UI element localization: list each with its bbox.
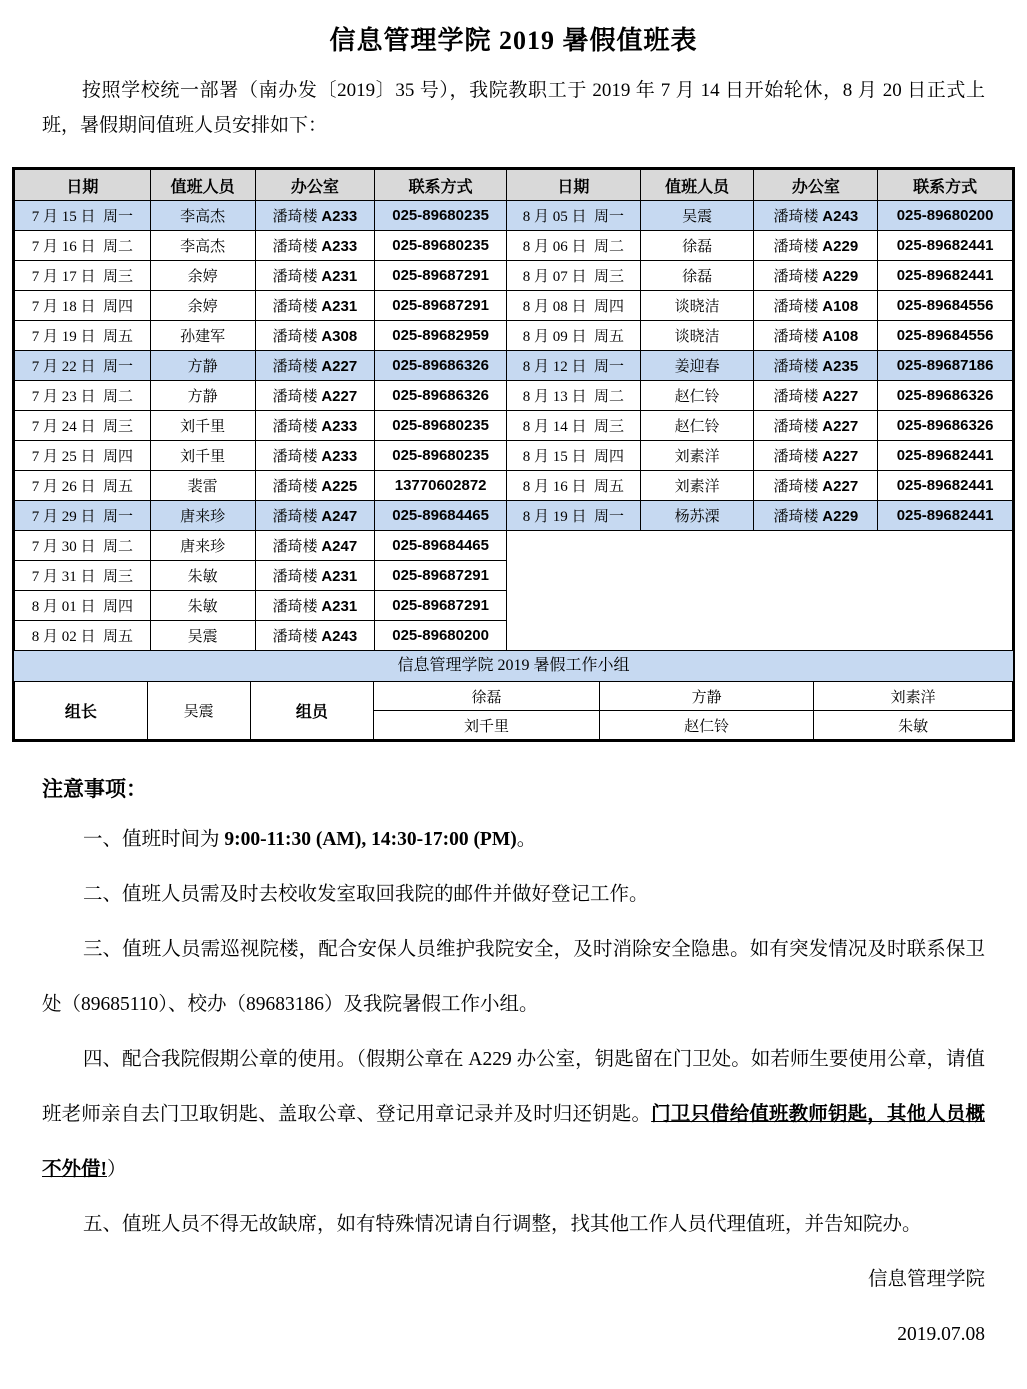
note-item: 一、值班时间为 9:00-11:30 (AM), 14:30-17:00 (PM)。 <box>82 829 537 850</box>
roster-date-cell: 7 月 25 日 周四 <box>15 441 151 471</box>
signature-org: 信息管理学院 <box>867 1269 985 1290</box>
roster-office-cell: 潘琦楼 A233 <box>255 201 375 231</box>
roster-person-cell: 刘千里 <box>150 441 255 471</box>
roster-office-cell: 潘琦楼 A243 <box>754 201 878 231</box>
workgroup-row <box>15 682 1013 711</box>
roster-date-cell: 8 月 15 日 周四 <box>506 441 640 471</box>
roster-office-cell: 潘琦楼 A247 <box>255 531 375 561</box>
roster-row <box>15 501 1013 531</box>
roster-person-cell: 朱敏 <box>150 561 255 591</box>
roster-date-cell: 7 月 23 日 周二 <box>15 381 151 411</box>
roster-phone-cell: 025-89684465 <box>375 531 507 561</box>
roster-office-cell: 潘琦楼 A227 <box>255 381 375 411</box>
roster-person-cell: 裴雷 <box>150 471 255 501</box>
roster-person-cell: 吴震 <box>150 621 255 651</box>
roster-office-cell: 潘琦楼 A231 <box>255 261 375 291</box>
room-code: A231 <box>321 598 358 615</box>
roster-person-cell: 刘素洋 <box>640 441 754 471</box>
member-name-cell: 赵仁铃 <box>599 711 814 740</box>
roster-person-cell: 唐来珍 <box>150 531 255 561</box>
roster-phone-cell: 025-89680200 <box>878 201 1013 231</box>
room-code: A308 <box>321 328 358 345</box>
room-code: A229 <box>822 238 859 255</box>
roster-date-cell: 7 月 15 日 周一 <box>15 201 151 231</box>
roster-header-cell: 办公室 <box>255 170 375 201</box>
roster-phone-cell: 025-89682441 <box>878 261 1013 291</box>
signature-block <box>42 1252 985 1362</box>
roster-date-cell: 8 月 02 日 周五 <box>15 621 151 651</box>
room-code: A227 <box>822 448 859 465</box>
roster-office-cell: 潘琦楼 A227 <box>754 381 878 411</box>
workgroup-banner: 信息管理学院 2019 暑假工作小组 <box>14 651 1013 681</box>
room-code: A231 <box>321 268 358 285</box>
room-code: A231 <box>321 298 358 315</box>
roster-header-row <box>15 170 1013 201</box>
roster-phone-cell: 025-89680235 <box>375 231 507 261</box>
roster-row <box>15 231 1013 261</box>
roster-date-cell: 7 月 17 日 周三 <box>15 261 151 291</box>
member-name-cell: 徐磊 <box>374 682 600 711</box>
roster-date-cell: 8 月 12 日 周一 <box>506 351 640 381</box>
workgroup-body <box>15 682 1013 740</box>
room-code: A243 <box>321 628 358 645</box>
roster-header-cell: 日期 <box>15 170 151 201</box>
roster-person-cell: 余婷 <box>150 291 255 321</box>
roster-row <box>15 441 1013 471</box>
roster-phone-cell: 025-89686326 <box>375 351 507 381</box>
roster-office-cell: 潘琦楼 A308 <box>255 321 375 351</box>
roster-office-cell: 潘琦楼 A231 <box>255 591 375 621</box>
roster-phone-cell: 025-89687186 <box>878 351 1013 381</box>
duty-roster-block <box>12 167 1015 742</box>
roster-person-cell: 杨苏溧 <box>640 501 754 531</box>
note-item: 二、值班人员需及时去校收发室取回我院的邮件并做好登记工作。 <box>82 884 649 905</box>
roster-person-cell: 刘素洋 <box>640 471 754 501</box>
room-code: A243 <box>822 208 859 225</box>
roster-date-cell: 8 月 07 日 周三 <box>506 261 640 291</box>
roster-date-cell: 7 月 18 日 周四 <box>15 291 151 321</box>
room-code: A108 <box>822 298 859 315</box>
roster-phone-cell: 025-89687291 <box>375 561 507 591</box>
room-code: A227 <box>321 388 358 405</box>
roster-phone-cell: 025-89686326 <box>878 411 1013 441</box>
roster-person-cell: 朱敏 <box>150 591 255 621</box>
note-item: 五、值班人员不得无故缺席，如有特殊情况请自行调整，找其他工作人员代理值班，并告知院办。 <box>82 1214 922 1235</box>
roster-person-cell: 余婷 <box>150 261 255 291</box>
room-code: A225 <box>321 478 358 495</box>
room-code: A229 <box>822 508 859 525</box>
roster-phone-cell: 025-89684556 <box>878 291 1013 321</box>
roster-office-cell: 潘琦楼 A235 <box>754 351 878 381</box>
roster-phone-cell: 025-89682441 <box>878 231 1013 261</box>
roster-date-cell: 8 月 13 日 周二 <box>506 381 640 411</box>
roster-office-cell: 潘琦楼 A225 <box>255 471 375 501</box>
notes-heading: 注意事项： <box>42 777 147 801</box>
roster-person-cell: 赵仁铃 <box>640 381 754 411</box>
roster-row <box>15 531 1013 561</box>
member-name-cell: 朱敏 <box>814 711 1013 740</box>
roster-office-cell: 潘琦楼 A229 <box>754 501 878 531</box>
roster-date-cell: 8 月 05 日 周一 <box>506 201 640 231</box>
roster-phone-cell: 025-89680235 <box>375 411 507 441</box>
roster-person-cell: 李高杰 <box>150 231 255 261</box>
room-code: A233 <box>321 418 358 435</box>
room-code: A233 <box>321 208 358 225</box>
roster-body <box>15 201 1013 651</box>
roster-header-cell: 联系方式 <box>375 170 507 201</box>
room-code: A247 <box>321 538 358 555</box>
members-label-cell: 组员 <box>250 682 374 740</box>
roster-person-cell: 赵仁铃 <box>640 411 754 441</box>
roster-office-cell: 潘琦楼 A229 <box>754 231 878 261</box>
roster-person-cell: 方静 <box>150 381 255 411</box>
note-item: 三、值班人员需巡视院楼，配合安保人员维护我院安全，及时消除安全隐患。如有突发情况及时联系保卫处（89685110）、校办（89683186）及我院暑假工作小组。 <box>42 939 985 1015</box>
roster-phone-cell: 025-89684465 <box>375 501 507 531</box>
roster-person-cell: 姜迎春 <box>640 351 754 381</box>
roster-header-cell: 日期 <box>506 170 640 201</box>
leader-name-cell: 吴震 <box>147 682 250 740</box>
roster-phone-cell: 025-89686326 <box>375 381 507 411</box>
roster-office-cell: 潘琦楼 A227 <box>754 471 878 501</box>
roster-row <box>15 411 1013 441</box>
roster-row <box>15 201 1013 231</box>
roster-date-cell: 7 月 24 日 周三 <box>15 411 151 441</box>
roster-header-cell: 值班人员 <box>150 170 255 201</box>
roster-person-cell: 刘千里 <box>150 411 255 441</box>
roster-person-cell: 李高杰 <box>150 201 255 231</box>
notes-section <box>42 766 985 1252</box>
roster-phone-cell: 025-89682441 <box>878 471 1013 501</box>
member-name-cell: 刘素洋 <box>814 682 1013 711</box>
roster-date-cell: 7 月 31 日 周三 <box>15 561 151 591</box>
roster-row <box>15 261 1013 291</box>
room-code: A247 <box>321 508 358 525</box>
roster-date-cell: 8 月 19 日 周一 <box>506 501 640 531</box>
roster-phone-cell: 025-89680200 <box>375 621 507 651</box>
roster-row <box>15 471 1013 501</box>
roster-date-cell: 7 月 30 日 周二 <box>15 531 151 561</box>
roster-office-cell: 潘琦楼 A108 <box>754 291 878 321</box>
roster-phone-cell: 025-89682441 <box>878 501 1013 531</box>
roster-person-cell: 徐磊 <box>640 261 754 291</box>
roster-row <box>15 321 1013 351</box>
room-code: A231 <box>321 568 358 585</box>
roster-header-cell: 办公室 <box>754 170 878 201</box>
room-code: A235 <box>822 358 859 375</box>
roster-office-cell: 潘琦楼 A229 <box>754 261 878 291</box>
roster-date-cell: 7 月 29 日 周一 <box>15 501 151 531</box>
roster-office-cell: 潘琦楼 A233 <box>255 441 375 471</box>
roster-date-cell: 7 月 16 日 周二 <box>15 231 151 261</box>
roster-office-cell: 潘琦楼 A227 <box>754 411 878 441</box>
roster-row <box>15 351 1013 381</box>
roster-date-cell: 8 月 14 日 周三 <box>506 411 640 441</box>
roster-date-cell: 7 月 26 日 周五 <box>15 471 151 501</box>
roster-header-cell: 值班人员 <box>640 170 754 201</box>
roster-date-cell: 8 月 01 日 周四 <box>15 591 151 621</box>
roster-date-cell: 8 月 08 日 周四 <box>506 291 640 321</box>
roster-office-cell: 潘琦楼 A231 <box>255 561 375 591</box>
roster-phone-cell: 025-89680235 <box>375 441 507 471</box>
roster-phone-cell: 025-89687291 <box>375 291 507 321</box>
roster-row <box>15 291 1013 321</box>
roster-office-cell: 潘琦楼 A227 <box>754 441 878 471</box>
roster-phone-cell: 025-89684556 <box>878 321 1013 351</box>
room-code: A108 <box>822 328 859 345</box>
room-code: A229 <box>822 268 859 285</box>
roster-phone-cell: 025-89680235 <box>375 201 507 231</box>
workgroup-table <box>14 681 1013 740</box>
roster-empty-cell <box>506 531 1012 651</box>
roster-phone-cell: 025-89686326 <box>878 381 1013 411</box>
roster-office-cell: 潘琦楼 A247 <box>255 501 375 531</box>
room-code: A233 <box>321 238 358 255</box>
roster-office-cell: 潘琦楼 A233 <box>255 411 375 441</box>
room-code: A227 <box>321 358 358 375</box>
roster-office-cell: 潘琦楼 A108 <box>754 321 878 351</box>
page-title: 信息管理学院 2019 暑假值班表 <box>329 26 698 55</box>
roster-office-cell: 潘琦楼 A233 <box>255 231 375 261</box>
roster-person-cell: 谈晓洁 <box>640 291 754 321</box>
roster-person-cell: 孙建军 <box>150 321 255 351</box>
roster-office-cell: 潘琦楼 A243 <box>255 621 375 651</box>
roster-row <box>15 381 1013 411</box>
roster-office-cell: 潘琦楼 A227 <box>255 351 375 381</box>
leader-label-cell: 组长 <box>15 682 148 740</box>
roster-date-cell: 8 月 16 日 周五 <box>506 471 640 501</box>
roster-person-cell: 吴震 <box>640 201 754 231</box>
room-code: A233 <box>321 448 358 465</box>
notes-list <box>42 812 985 1252</box>
roster-date-cell: 7 月 22 日 周一 <box>15 351 151 381</box>
roster-person-cell: 方静 <box>150 351 255 381</box>
room-code: A227 <box>822 478 859 495</box>
roster-date-cell: 8 月 06 日 周二 <box>506 231 640 261</box>
room-code: A227 <box>822 418 859 435</box>
roster-person-cell: 唐来珍 <box>150 501 255 531</box>
member-name-cell: 刘千里 <box>374 711 600 740</box>
room-code: A227 <box>822 388 859 405</box>
member-name-cell: 方静 <box>599 682 814 711</box>
roster-date-cell: 8 月 09 日 周五 <box>506 321 640 351</box>
roster-phone-cell: 025-89682959 <box>375 321 507 351</box>
roster-phone-cell: 025-89682441 <box>878 441 1013 471</box>
roster-person-cell: 谈晓洁 <box>640 321 754 351</box>
roster-date-cell: 7 月 19 日 周五 <box>15 321 151 351</box>
roster-office-cell: 潘琦楼 A231 <box>255 291 375 321</box>
signature-date: 2019.07.08 <box>897 1324 985 1345</box>
note-item: 四、配合我院假期公章的使用。（假期公章在 A229 办公室，钥匙留在门卫处。如若师生要使用公章，请值班老师亲自去门卫取钥匙、盖取公章、登记用章记录并及时归还钥匙。门卫只借给值班教师钥匙，其他人员概不外借!） <box>42 1049 985 1180</box>
roster-person-cell: 徐磊 <box>640 231 754 261</box>
roster-header-cell: 联系方式 <box>878 170 1013 201</box>
roster-phone-cell: 025-89687291 <box>375 591 507 621</box>
roster-header-row <box>15 170 1013 201</box>
roster-phone-cell: 025-89687291 <box>375 261 507 291</box>
roster-phone-cell: 13770602872 <box>375 471 507 501</box>
intro-paragraph: 按照学校统一部署（南办发〔2019〕35 号），我院教职工于 2019 年 7 月 14 日开始轮休，8 月 20 日正式上班，暑假期间值班人员安排如下： <box>42 80 985 136</box>
duty-roster-table <box>14 169 1013 651</box>
